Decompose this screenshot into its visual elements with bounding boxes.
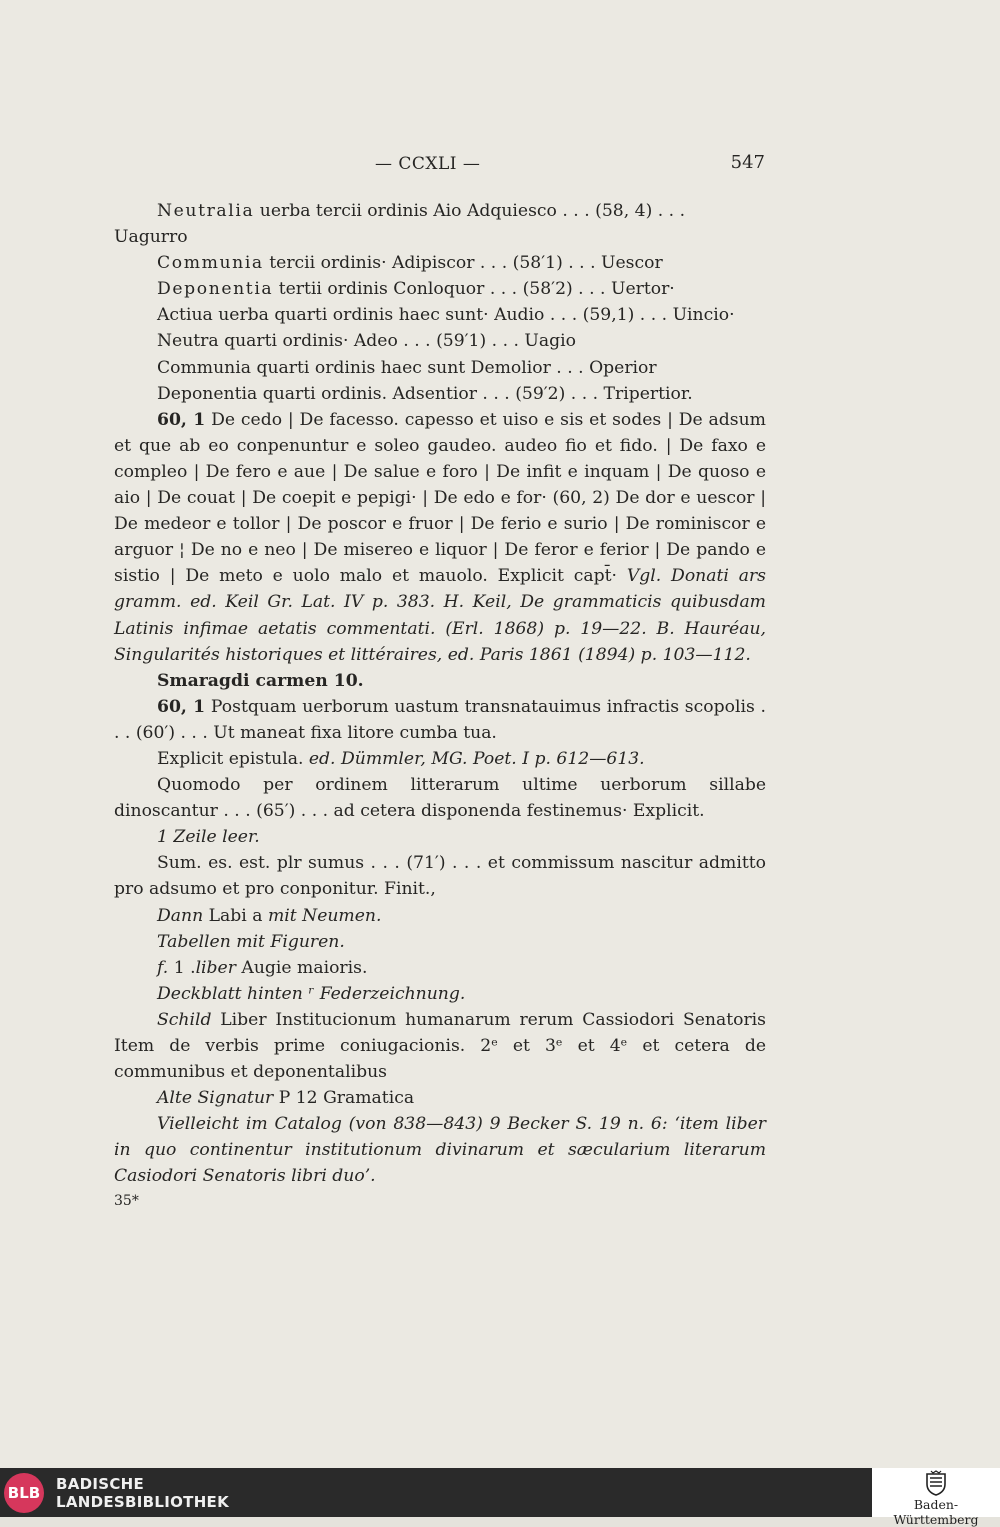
note-folio [114,955,766,981]
note-text: 1 . [173,957,196,978]
note-deckblatt [114,981,766,1007]
paragraph-text: Postquam uerborum uastum transnatauimus infractis scopolis . . . (60′) . . . Ut maneat fixa litore cumba tua. [114,696,766,743]
paragraph-text: Liber Institucionum humanarum rerum Cassiodori Senatoris Item de verbis prime coniugacionis. 2ᵉ et 3ᵉ et 4ᵉ et cetera de communibus et deponentalibus [114,1009,767,1083]
note-zeile-leer [114,824,766,850]
paragraph-schild [114,1007,766,1085]
spaced-word: Communia [157,253,264,274]
paragraph-text: De cedo | De facesso. capesso et uiso e sis et sodes | De adsum et que ab eo conpenuntur e soleo gaudeo. audeo fio et fido. | De faxo e compleo | De fero e aue | De salue e foro | De infit e inquam | De quoso e aio | De couat | De coepit e pepigi· | De edo e for· (60, 2) De dor e uescor | De medeor e tollor | De poscor e fruor | De ferio e surio | De rominiscor e arguor ¦ De no e neo | De misereo e liquor | De feror e ferior | De pando e sistio | De meto e uolo malo et mauolo. Explicit capt̄· [114,409,766,587]
note-text: Schild [157,1009,212,1030]
line-deponentia-tertii: Deponentia tertii ordinis Conloquor . . . (58′2) . . . Uertor· [157,279,675,300]
paragraph-explicit [114,746,766,772]
paragraph-smaragdi [114,694,766,746]
line-uagurro: Uagurro [114,227,188,248]
section-lead: 60, 1 [157,696,206,717]
note-text: Tabellen mit Figuren. [157,931,345,952]
note-text: liber [195,957,236,978]
line-deponentia-quarti: Deponentia quarti ordinis. Adsentior . . . (59′2) . . . Tripertior. [157,383,693,404]
state-branding[interactable] [872,1468,1000,1527]
running-header [115,148,765,178]
library-name-line2: LANDESBIBLIOTHEK [56,1493,230,1511]
coat-of-arms-icon [924,1470,948,1496]
paragraph-vielleicht [114,1111,766,1189]
blb-logo-icon[interactable]: BLB [4,1473,44,1513]
line-neutra-quarti: Neutra quarti ordinis· Adeo . . . (59′1) . . . Uagio [157,331,577,352]
note-text: f. [157,957,169,978]
spaced-word: Neutralia [157,201,255,221]
line-neutralia: Neutralia uerba tercii ordinis Aio Adquiesco . . . (58, 4) . . . [157,201,686,221]
page-body [114,198,766,1212]
library-name-line1: BADISCHE [56,1475,145,1493]
spaced-word: Deponentia [157,279,274,300]
paragraph-sum: Sum. es. est. plr sumus . . . (71′) . . . et commissum nascitur admitto pro adsumo et pro conponitur. Finit., [114,853,766,900]
explicit-reference: ed. Dümmler, MG. Poet. I p. 612—613. [308,748,645,769]
line-actiua: Actiua uerba quarti ordinis haec sunt· Audio . . . (59,1) . . . Uincio· [157,305,735,326]
note-text: Vielleicht im Catalog (von 838—843) 9 Becker S. 19 n. 6: ‘item liber in quo continentur institutionum divinarum et sæcularium literarum Casiodori Senatoris libri duo’. [114,1114,766,1187]
paragraph-60-1 [114,407,766,668]
section-lead: 60, 1 [157,409,206,430]
section-numeral: — CCXLI — [375,154,481,174]
note-text: Alte Signatur [157,1088,274,1109]
note-text: 1 Zeile leer. [157,827,260,848]
note-text: Deckblatt hinten ʳ Federzeichnung. [157,983,466,1004]
signature-mark: 35* [114,1192,139,1209]
note-text: mit Neumen. [267,905,382,926]
smaragdi-heading: Smaragdi carmen 10. [157,670,364,691]
paragraph-quomodo: Quomodo per ordinem litterarum ultime uerborum sillabe dinoscantur . . . (65′) . . . ad cetera disponenda festinemus· Explicit. [114,775,766,822]
note-text: Augie maioris. [241,957,368,978]
note-text: Dann [157,905,204,926]
line-communia-quarti: Communia quarti ordinis haec sunt Demolior . . . Operior [157,357,657,378]
explicit-text: Explicit epistula. [157,748,304,769]
note-text: Labi a [208,905,263,926]
line-communia-tercii: Communia tercii ordinis· Adipiscor . . . (58′1) . . . Uescor [157,253,663,274]
paragraph-text: P 12 Gramatica [278,1088,415,1109]
library-name[interactable] [56,1475,229,1511]
note-tabellen [114,929,766,955]
viewer-footer [0,1468,1000,1527]
reference-note: Vgl. Donati ars gramm. ed. Keil Gr. Lat. IV p. 383. H. Keil, De grammaticis quibusdam Latinis infimae aetatis commentati. (Erl. 1868) p. 19—22. B. Hauréau, Singularités historiques et littéraires, ed. Paris 1861 (1894) p. 103—112. [114,566,767,665]
paragraph-alte-signatur [114,1085,766,1111]
note-dann [114,903,766,929]
page-number: 547 [730,152,765,173]
state-label: Baden-Württemberg [893,1497,979,1527]
